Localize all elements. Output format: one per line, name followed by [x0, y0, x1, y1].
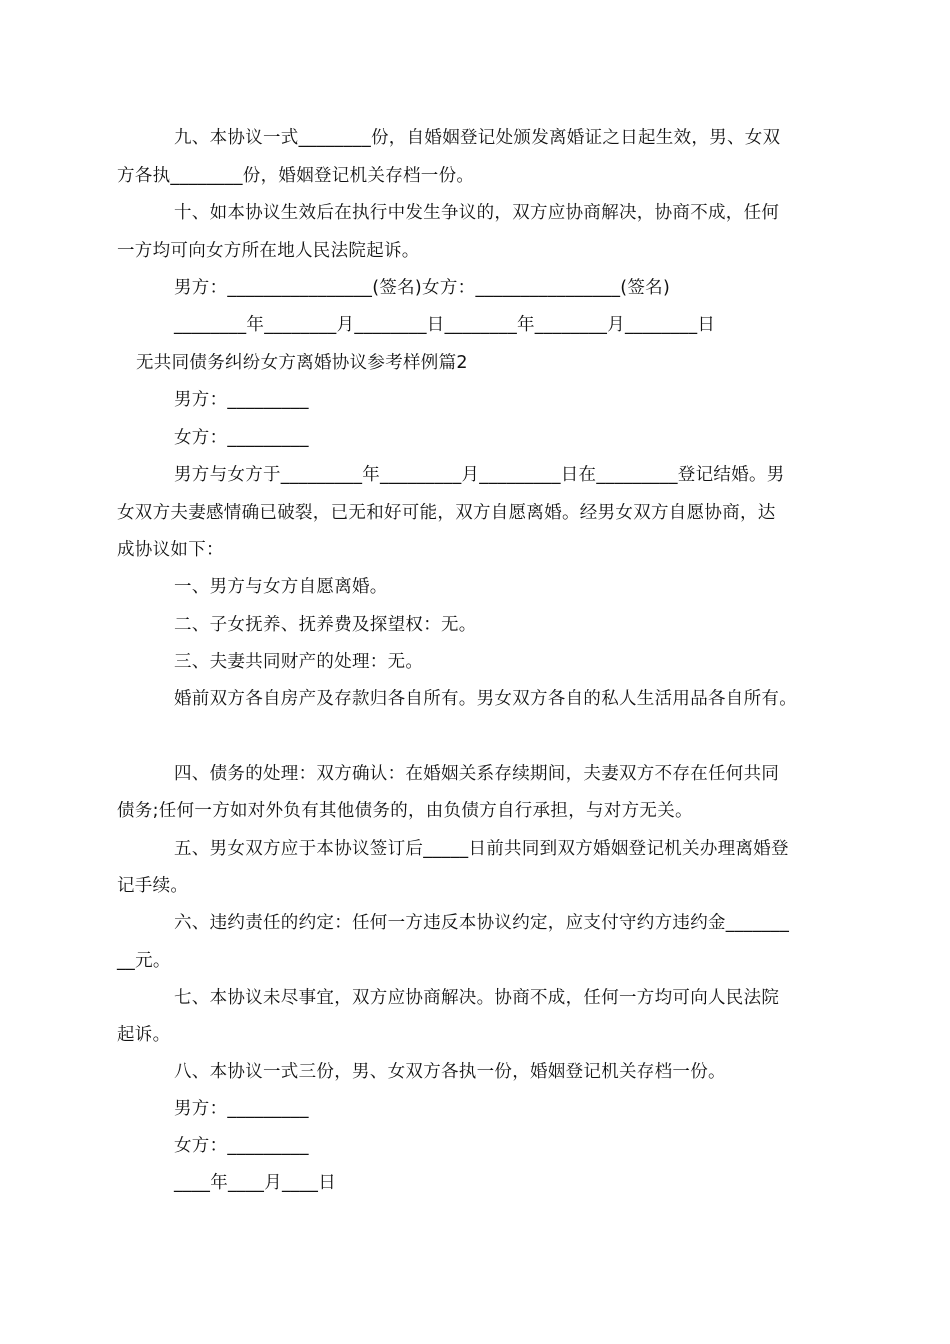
clause-10-line-2: 一方均可向女方所在地人民法院起诉。 — [117, 241, 420, 261]
clause-9-line-1: 九、本协议一式________份，自婚姻登记处颁发离婚证之日起生效，男、女双 — [174, 128, 781, 148]
clause-8: 八、本协议一式三份，男、女双方各执一份，婚姻登记机关存档一份。 — [174, 1062, 726, 1082]
signature-line: 男方：________________(签名)女方：________________(签名) — [174, 278, 671, 298]
wife-field: 女方：_________ — [174, 428, 309, 448]
clause-3-detail: 婚前双方各自房产及存款归各自所有。男女双方各自的私人生活用品各自所有。 — [174, 689, 797, 709]
clause-10-line-1: 十、如本协议生效后在执行中发生争议的，双方应协商解决，协商不成，任何 — [174, 203, 780, 223]
clause-6-line-1: 六、违约责任的约定：任何一方违反本协议约定，应支付守约方违约金_______ — [174, 913, 790, 933]
clause-1: 一、男方与女方自愿离婚。 — [174, 577, 388, 597]
clause-6-line-2: __元。 — [117, 951, 171, 971]
date-line: ____年____月____日 — [174, 1173, 336, 1193]
clause-7-line-1: 七、本协议未尽事宜，双方应协商解决。协商不成，任何一方均可向人民法院 — [174, 988, 780, 1008]
clause-7-line-2: 起诉。 — [117, 1025, 171, 1045]
clause-9-line-2: 方各执________份，婚姻登记机关存档一份。 — [117, 166, 475, 186]
section-title: 无共同债务纠纷女方离婚协议参考样例篇2 — [136, 353, 468, 373]
intro-line-2: 女双方夫妻感情确已破裂，已无和好可能，双方自愿离婚。经男女双方自愿协商，达 — [117, 503, 776, 523]
clause-5-line-1: 五、男女双方应于本协议签订后_____日前共同到双方婚姻登记机关办理离婚登 — [174, 839, 789, 859]
clause-4-line-1: 四、债务的处理：双方确认：在婚姻关系存续期间，夫妻双方不存在任何共同 — [174, 764, 780, 784]
clause-4-line-2: 债务;任何一方如对外负有其他债务的，由负债方自行承担，与对方无关。 — [117, 801, 693, 821]
intro-line-3: 成协议如下： — [117, 540, 224, 560]
clause-2: 二、子女抚养、抚养费及探望权：无。 — [174, 615, 477, 635]
intro-line-1: 男方与女方于_________年_________月_________日在_________登记结婚。男 — [174, 465, 785, 485]
wife-sign: 女方：_________ — [174, 1136, 309, 1156]
clause-5-line-2: 记手续。 — [117, 876, 189, 896]
signature-date-line: ________年________月________日________年________月________日 — [174, 315, 716, 335]
husband-sign: 男方：_________ — [174, 1099, 309, 1119]
clause-3: 三、夫妻共同财产的处理：无。 — [174, 652, 424, 672]
husband-field: 男方：_________ — [174, 390, 309, 410]
